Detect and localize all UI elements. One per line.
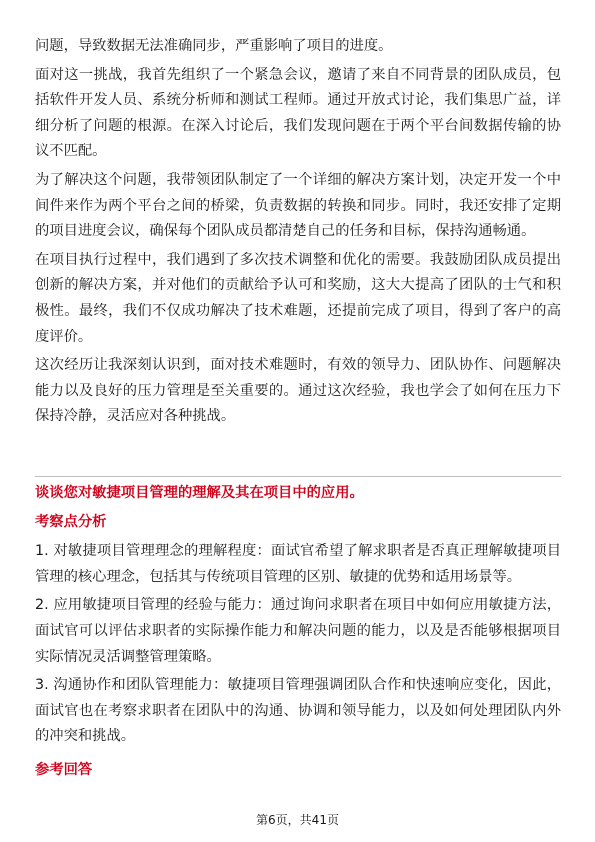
page-number: 第6页，共41页	[256, 813, 339, 827]
body-paragraph: 在项目执行过程中，我们遇到了多次技术调整和优化的需要。我鼓励团队成员提出创新的解决方案，并对他们的贡献给予认可和奖励，这大大提高了团队的士气和积极性。最终，我们不仅成功解决了技术难题，还提前完成了项目，得到了客户的高度评价。	[35, 251, 561, 345]
question-section	[35, 481, 561, 784]
section-divider	[35, 476, 561, 477]
analysis-heading: 考察点分析	[35, 513, 107, 530]
analysis-point: 1. 对敏捷项目管理理念的理解程度：面试官希望了解求职者是否真正理解敏捷项目管理的核心理念，包括其与传统项目管理的区别、敏捷的优势和适用场景等。	[35, 543, 561, 585]
analysis-point: 3. 沟通协作和团队管理能力：敏捷项目管理强调团队合作和快速响应变化，因此，面试官也在考察求职者在团队中的沟通、协调和领导能力，以及如何处理团队内外的冲突和挑战。	[35, 677, 561, 745]
body-paragraph: 问题，导致数据无法准确同步，严重影响了项目的进度。	[35, 38, 393, 54]
analysis-point: 2. 应用敏捷项目管理的经验与能力：通过询问求职者在项目中如何应用敏捷方法，面试官可以评估求职者的实际操作能力和解决问题的能力，以及是否能够根据项目实际情况灵活调整管理策略。	[35, 597, 561, 665]
body-paragraph: 为了解决这个问题，我带领团队制定了一个详细的解决方案计划，决定开发一个中间件来作为两个平台之间的桥梁，负责数据的转换和同步。同时，我还安排了定期的项目进度会议，确保每个团队成员都清楚自己的任务和目标，保持沟通畅通。	[35, 171, 561, 240]
body-paragraph: 这次经历让我深刻认识到，面对技术难题时，有效的领导力、团队协作、问题解决能力以及良好的压力管理是至关重要的。通过这次经验，我也学会了如何在压力下保持冷静，灵活应对各种挑战。	[35, 357, 561, 425]
reference-answer-heading: 参考回答	[35, 761, 93, 778]
interview-question: 谈谈您对敏捷项目管理的理解及其在项目中的应用。	[35, 485, 364, 501]
body-text	[35, 34, 561, 433]
body-paragraph: 面对这一挑战，我首先组织了一个紧急会议，邀请了来自不同背景的团队成员，包括软件开发人员、系统分析师和测试工程师。通过开放式讨论，我们集思广益，详细分析了问题的根源。在深入讨论后，我们发现问题在于两个平台间数据传输的协议不匹配。	[35, 66, 561, 160]
